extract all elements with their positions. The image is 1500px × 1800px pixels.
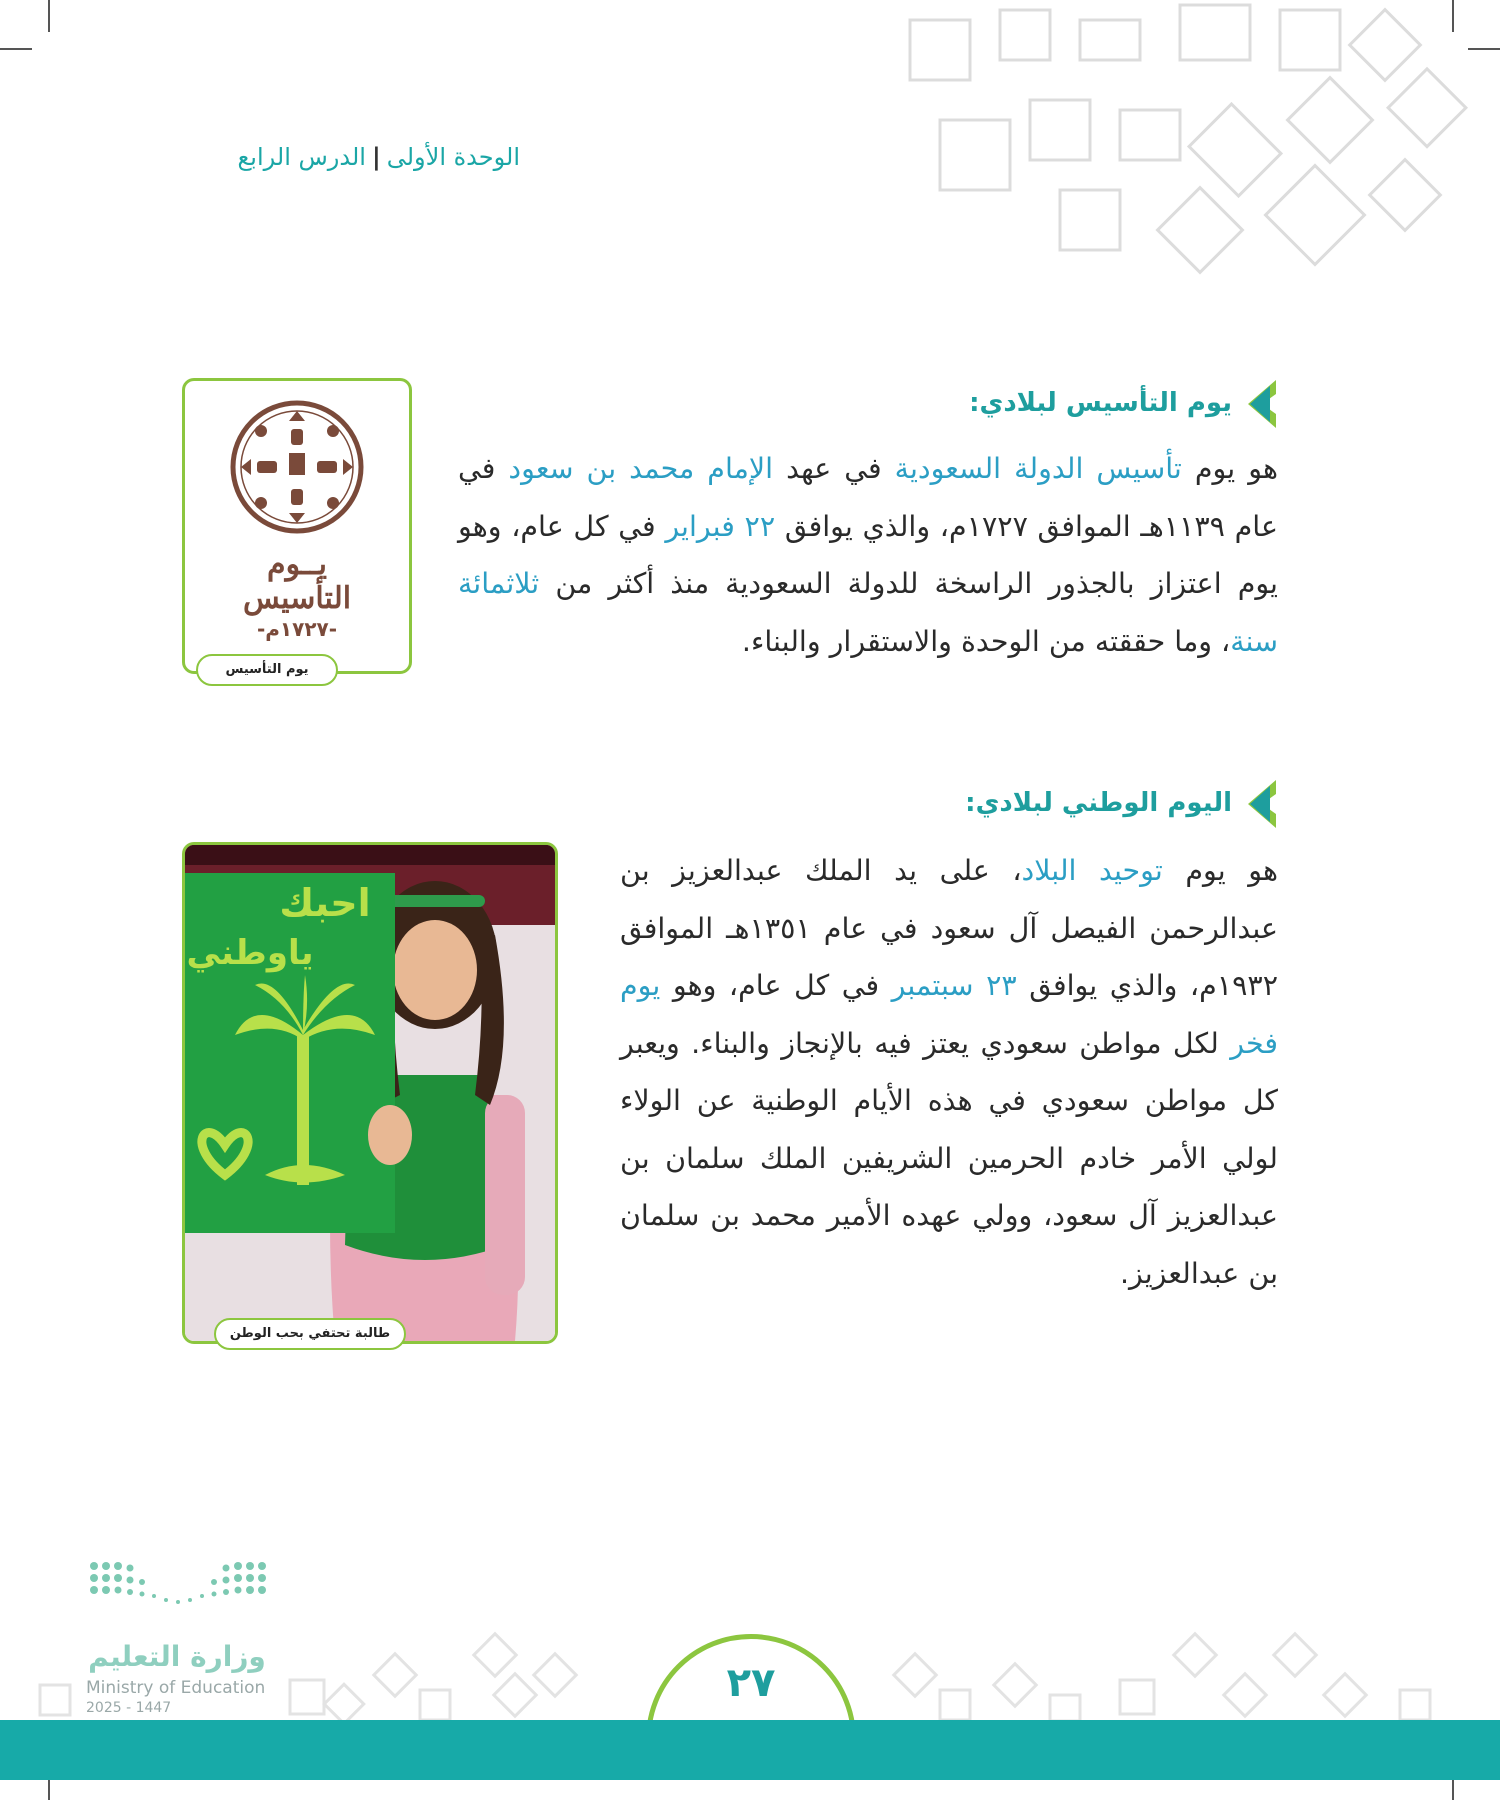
paragraph-text: في كل عام، وهو bbox=[660, 969, 892, 1002]
logo-caption: يوم التأسيس bbox=[196, 654, 338, 686]
logo-text-line1: يــوم bbox=[267, 547, 327, 582]
highlighted-term: يوم فخر bbox=[620, 969, 1278, 1060]
paragraph-national-day bbox=[620, 842, 1278, 1302]
logo-year: -١٧٢٧م- bbox=[256, 617, 338, 641]
section-title-national-day: اليوم الوطني لبلادي: bbox=[965, 788, 1232, 818]
highlighted-term: تأسيس الدولة السعودية bbox=[894, 452, 1182, 485]
paragraph-text: في عهد bbox=[773, 452, 895, 485]
paragraph-text: ، وما حققته من الوحدة والاستقرار والبناء. bbox=[741, 624, 1231, 658]
footer-band bbox=[0, 1720, 1500, 1780]
paragraph-text: ، على يد الملك عبدالعزيز بن عبدالرحمن الفيصل آل سعود في عام ١٣٥١هـ الموافق ١٩٣٢م، والذي يوافق bbox=[620, 854, 1278, 1002]
decorative-pattern bbox=[880, 0, 1500, 300]
foundation-day-logo-card bbox=[182, 378, 412, 674]
sign-text-line2: ياوطني bbox=[186, 933, 314, 973]
section-title-foundation-day: يوم التأسيس لبلادي: bbox=[969, 388, 1232, 418]
highlighted-term: ٢٢ فبراير bbox=[665, 509, 776, 543]
paragraph-text: هو يوم bbox=[1162, 854, 1278, 887]
ministry-name-en: Ministry of Education bbox=[86, 1678, 266, 1698]
section-arrow-icon bbox=[1240, 378, 1280, 430]
unit-label: الوحدة الأولى bbox=[386, 143, 520, 171]
running-header bbox=[150, 143, 520, 183]
ministry-name-ar: وزارة التعليم bbox=[88, 1640, 266, 1673]
paragraph-text: في كل عام، وهو يوم اعتزاز بالجذور الراسخة للدولة السعودية منذ أكثر من bbox=[458, 509, 1278, 600]
highlighted-term: الإمام محمد بن سعود bbox=[508, 452, 774, 485]
page-number-badge bbox=[646, 1634, 856, 1724]
page-number: ٢٧ bbox=[726, 1660, 776, 1706]
photo-caption: طالبة تحتفي بحب الوطن bbox=[214, 1318, 406, 1350]
crop-mark bbox=[0, 48, 32, 50]
paragraph-text: هو يوم bbox=[1181, 452, 1278, 485]
logo-text-line2: التأسيس bbox=[242, 581, 352, 616]
header-separator: | bbox=[371, 143, 381, 171]
paragraph-foundation-day bbox=[458, 440, 1278, 670]
lesson-label: الدرس الرابع bbox=[237, 143, 366, 171]
highlighted-term: توحيد البلاد bbox=[1021, 854, 1163, 887]
ministry-year: 2025 - 1447 bbox=[86, 1700, 172, 1716]
student-photo-card bbox=[182, 842, 558, 1344]
section-arrow-icon bbox=[1240, 778, 1280, 830]
paragraph-text: في عام ١١٣٩هـ الموافق ١٧٢٧م، والذي يوافق bbox=[458, 452, 1278, 543]
sign-text-line1: احبك bbox=[279, 881, 371, 925]
highlighted-term: ثلاثمائة سنة bbox=[458, 567, 1278, 658]
ministry-logo-icon bbox=[88, 1558, 268, 1618]
highlighted-term: ٢٣ سبتمبر bbox=[891, 969, 1017, 1002]
crop-mark bbox=[48, 0, 50, 32]
paragraph-text: لكل مواطن سعودي يعتز فيه بالإنجاز والبناء. ويعبر كل مواطن سعودي في هذه الأيام الوطنية عن الولاء لولي الأمر خادم الحرمين الشريفين الملك سلمان بن عبدالعزيز آل سعود، وولي عهده الأمير محمد بن سلمان بن عبدالعزيز. bbox=[620, 1026, 1278, 1290]
foundation-seal-icon bbox=[227, 397, 367, 537]
